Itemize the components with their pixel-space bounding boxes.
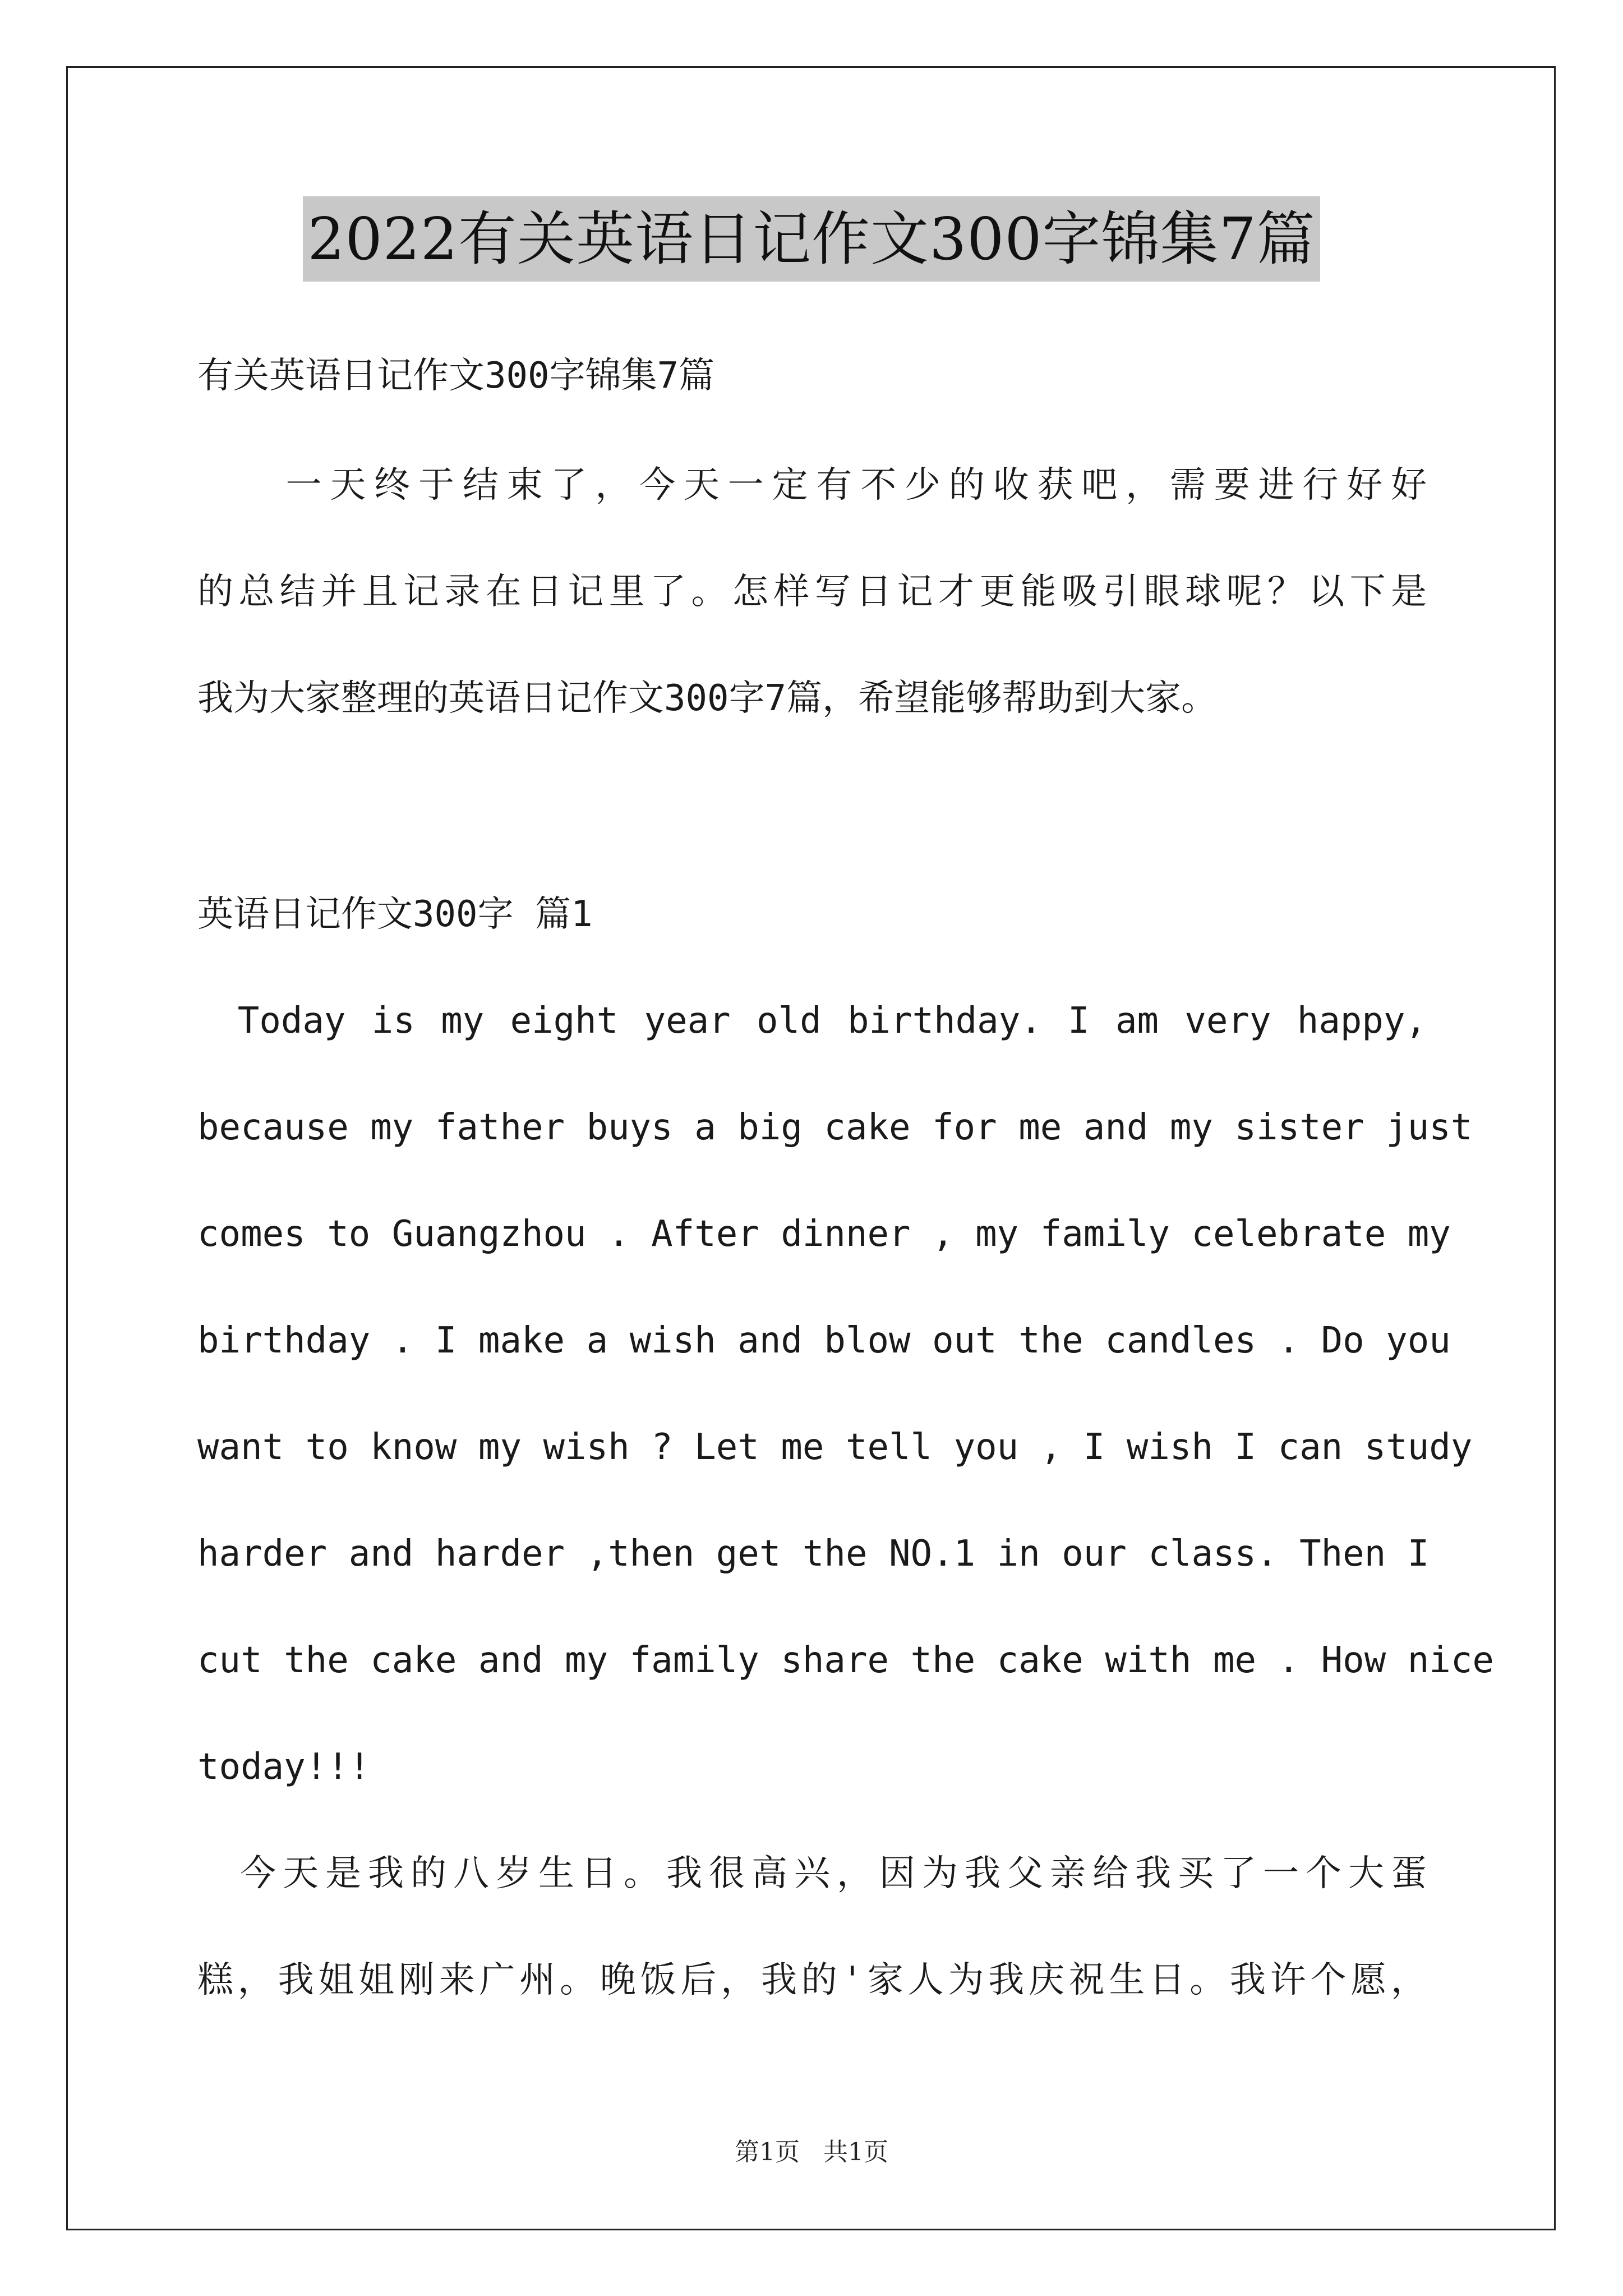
intro-line: 的总结并且记录在日记里了。怎样写日记才更能吸引眼球呢？以下是 xyxy=(197,571,1427,613)
chinese-line: 今天是我的八岁生日。我很高兴，因为我父亲给我买了一个大蛋 xyxy=(197,1853,1427,1894)
chinese-line: 糕，我姐姐刚来广州。晚饭后，我的'家人为我庆祝生日。我许个愿， xyxy=(197,1959,1427,2001)
english-line: birthday . I make a wish and blow out the candles . Do you xyxy=(197,1320,1451,1361)
page-footer xyxy=(0,2132,1623,2168)
page-total: 共1页 xyxy=(823,2138,888,2166)
section-heading: 英语日记作文300字 篇1 xyxy=(197,894,593,935)
title-container xyxy=(0,196,1623,282)
intro-line: 我为大家整理的英语日记作文300字7篇，希望能够帮助到大家。 xyxy=(197,678,1218,719)
document-title: 2022有关英语日记作文300字锦集7篇 xyxy=(303,196,1320,282)
intro-line: 一天终于结束了，今天一定有不少的收获吧，需要进行好好 xyxy=(197,464,1427,506)
english-line: cut the cake and my family share the cake with me . How nice xyxy=(197,1640,1494,1681)
english-line: because my father buys a big cake for me and my sister just xyxy=(197,1107,1473,1148)
document-subtitle: 有关英语日记作文300字锦集7篇 xyxy=(197,355,715,397)
english-line: harder and harder ,then get the NO.1 in our class. Then I xyxy=(197,1533,1430,1575)
english-line: comes to Guangzhou . After dinner , my family celebrate my xyxy=(197,1213,1451,1255)
english-line: Today is my eight year old birthday. I am very happy, xyxy=(197,1000,1427,1042)
english-line: want to know my wish ? Let me tell you , I wish I can study xyxy=(197,1427,1473,1468)
page-number: 第1页 xyxy=(735,2138,800,2166)
english-line: today!!! xyxy=(197,1746,371,1788)
